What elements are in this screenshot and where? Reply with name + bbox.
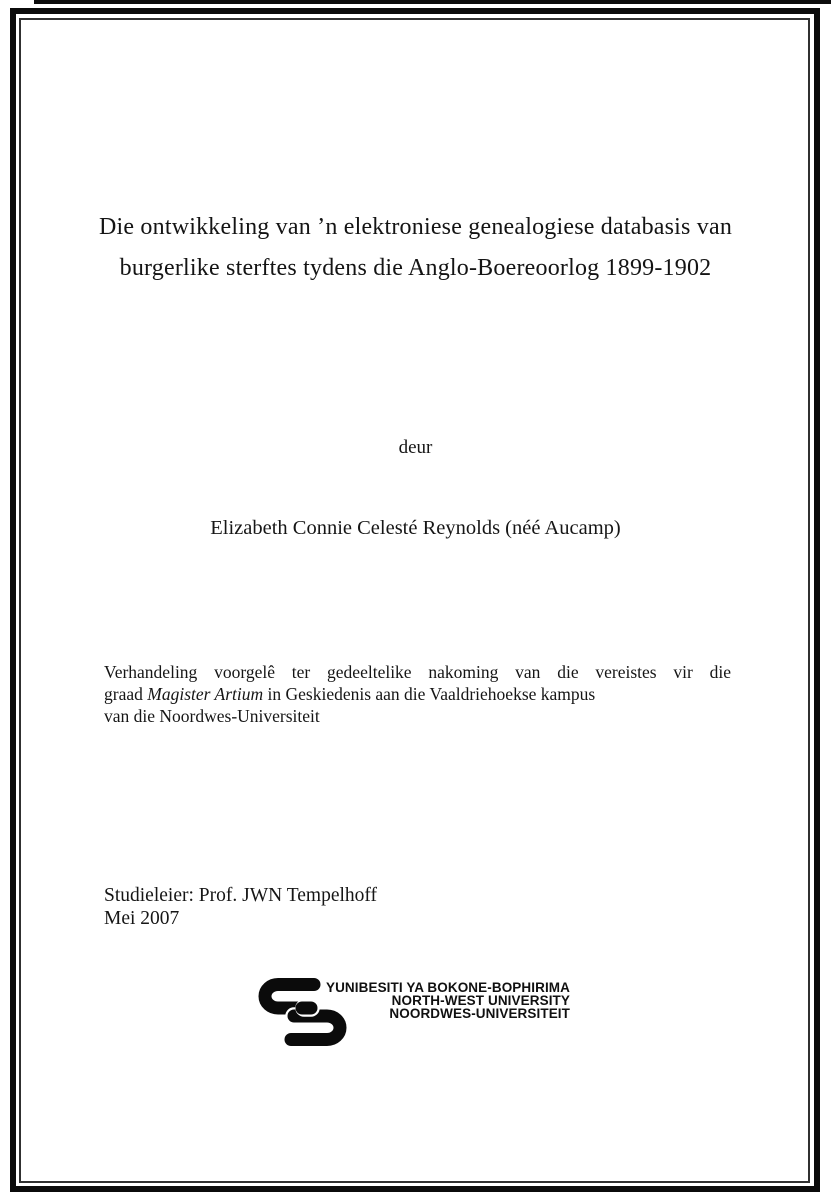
declaration-line-2-suffix: in Geskiedenis aan die Vaaldriehoekse kampus bbox=[263, 684, 596, 704]
scan-artifact-top-edge bbox=[34, 0, 831, 4]
university-logo bbox=[258, 978, 578, 1052]
declaration-line-2-prefix: graad bbox=[104, 684, 148, 704]
date-line: Mei 2007 bbox=[104, 908, 180, 929]
byline-label: deur bbox=[398, 437, 433, 458]
thesis-title-line-2: burgerlike sterftes tydens die Anglo-Boereoorlog 1899-1902 bbox=[119, 255, 712, 281]
degree-declaration bbox=[104, 661, 731, 727]
logo-name-setswana: YUNIBESITI YA BOKONE-BOPHIRIMA bbox=[325, 980, 570, 995]
thesis-title-line-1: Die ontwikkeling van ’n elektroniese genealogiese databasis van bbox=[98, 214, 733, 240]
thesis-title bbox=[40, 207, 791, 289]
logo-name-english: NORTH-WEST UNIVERSITY bbox=[391, 993, 570, 1008]
university-logo-wordmark bbox=[320, 981, 570, 1020]
supervisor-line: Studieleier: Prof. JWN Tempelhoff bbox=[104, 885, 378, 906]
logo-name-afrikaans: NOORDWES-UNIVERSITEIT bbox=[389, 1006, 570, 1021]
author-name: Elizabeth Connie Celesté Reynolds (néé Aucamp) bbox=[210, 517, 621, 539]
declaration-line-1: Verhandeling voorgelê ter gedeeltelike nakoming van die vereistes vir die bbox=[104, 662, 731, 682]
declaration-line-2 bbox=[104, 683, 731, 705]
degree-name-italic: Magister Artium bbox=[147, 684, 264, 704]
supervisor-and-date-block bbox=[104, 884, 377, 930]
declaration-line-3: van die Noordwes-Universiteit bbox=[104, 706, 320, 726]
